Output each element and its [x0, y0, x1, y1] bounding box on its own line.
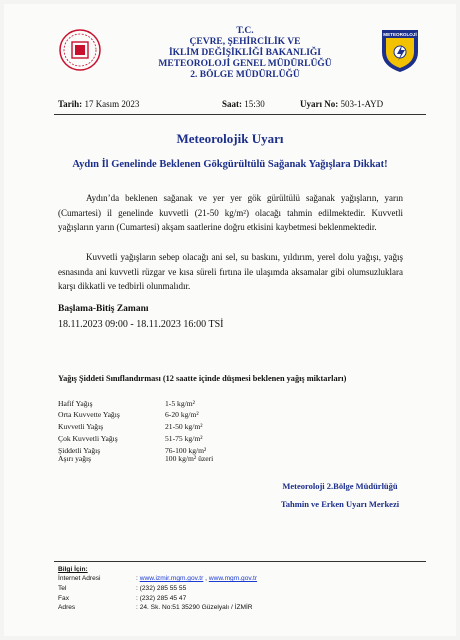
- izmir-mgm-link[interactable]: www.izmir.mgm.gov.tr: [139, 575, 204, 582]
- classification-label: Şiddetli Yağış: [58, 446, 101, 455]
- footer-heading: Bilgi İçin:: [58, 566, 88, 573]
- date-field: Tarih: 17 Kasım 2023: [58, 99, 140, 109]
- meteorology-logo: [378, 26, 422, 74]
- header-divider: [54, 114, 426, 115]
- mgm-link[interactable]: www.mgm.gov.tr: [208, 575, 258, 582]
- ministry-logo: [58, 28, 102, 72]
- footer-fax-row: : (232) 285 45 47: [136, 595, 187, 602]
- footer-address-row: : 24. Sk. No:51 35290 Güzelyalı / İZMİR: [136, 604, 253, 611]
- classification-label: Aşırı yağış: [58, 454, 92, 463]
- footer-address-label: Adres: [58, 604, 76, 611]
- classification-heading: Yağış Şiddeti Sınıflandırması (12 saatte içinde düşmesi beklenen yağış miktarları): [58, 374, 347, 383]
- classification-value: 1-5 kg/m²: [165, 399, 195, 408]
- organization-header: [110, 26, 380, 81]
- period-label: Başlama-Bitiş Zamanı: [58, 304, 149, 314]
- meteorology-logo-text: METEOROLOJİ: [383, 32, 417, 37]
- signature-center: Tahmin ve Erken Uyarı Merkezi: [280, 499, 400, 509]
- time-field: Saat: 15:30: [222, 99, 265, 109]
- body-paragraph: Aydın’da beklenen sağanak ve yer yer gök gürültülü sağanak yağışların, yarın (Cumartesi) il genelinde kuvvetli (21-50 kg/m²) olacağı tahmin edilmektedir. Kuvvetli yağışların yarın (Cumartesi) akşam saatlerine doğru etkisini kaybetmesi beklenmektedir.: [58, 193, 403, 232]
- org-line: METEOROLOJİ GENEL MÜDÜRLÜĞÜ: [158, 59, 332, 69]
- classification-label: Kuvvetli Yağış: [58, 422, 104, 431]
- signature-department: Meteoroloji 2.Bölge Müdürlüğü: [282, 481, 398, 491]
- period-value: 18.11.2023 09:00 - 18.11.2023 16:00 TSİ: [58, 319, 224, 330]
- footer-tel-label: Tel: [58, 585, 67, 592]
- fax-value: (232) 285 45 47: [139, 595, 187, 602]
- tel-value: (232) 285 55 55: [139, 585, 187, 592]
- classification-value: 100 kg/m² üzeri: [165, 454, 214, 463]
- org-line: İKLİM DEĞİŞİKLİĞİ BAKANLIĞI: [168, 48, 322, 58]
- org-line: T.C.: [236, 26, 254, 36]
- org-line: 2. BÖLGE MÜDÜRLÜĞÜ: [190, 70, 300, 80]
- address-value: 24. Sk. No:51 35290 Güzelyalı / İZMİR: [139, 604, 253, 611]
- classification-value: 6-20 kg/m²: [165, 410, 199, 419]
- classification-label: Çok Kuvvetli Yağış: [58, 434, 118, 443]
- document-subtitle: Aydın İl Genelinde Beklenen Gökgürültülü Sağanak Yağışlara Dikkat!: [72, 159, 388, 170]
- footer-internet-row: : www.izmir.mgm.gov.tr , www.mgm.gov.tr: [136, 575, 258, 582]
- warning-number-field: Uyarı No: 503-1-AYD: [300, 99, 384, 109]
- classification-value: 76-100 kg/m²: [165, 446, 207, 455]
- footer-divider: [54, 561, 426, 562]
- org-line: ÇEVRE, ŞEHİRCİLİK VE: [189, 37, 301, 47]
- classification-value: 51-75 kg/m²: [165, 434, 203, 443]
- classification-label: Orta Kuvvette Yağış: [58, 410, 120, 419]
- body-paragraph: Kuvvetli yağışların sebep olacağı ani sel, su baskını, yıldırım, yerel dolu yağışı, yağış esnasında ani kuvvetli rüzgar ve kısa süreli fırtına ile ulaşımda aksamalar gibi olumsuzluklara karşı dikkatli ve tedbirli olunmalıdır.: [58, 252, 403, 291]
- document-title: Meteorolojik Uyarı: [176, 131, 284, 146]
- footer-fax-label: Fax: [58, 595, 69, 602]
- classification-value: 21-50 kg/m²: [165, 422, 203, 431]
- footer-internet-label: İnternet Adresi: [58, 575, 101, 582]
- footer-tel-row: : (232) 285 55 55: [136, 585, 187, 592]
- classification-label: Hafif Yağış: [58, 399, 93, 408]
